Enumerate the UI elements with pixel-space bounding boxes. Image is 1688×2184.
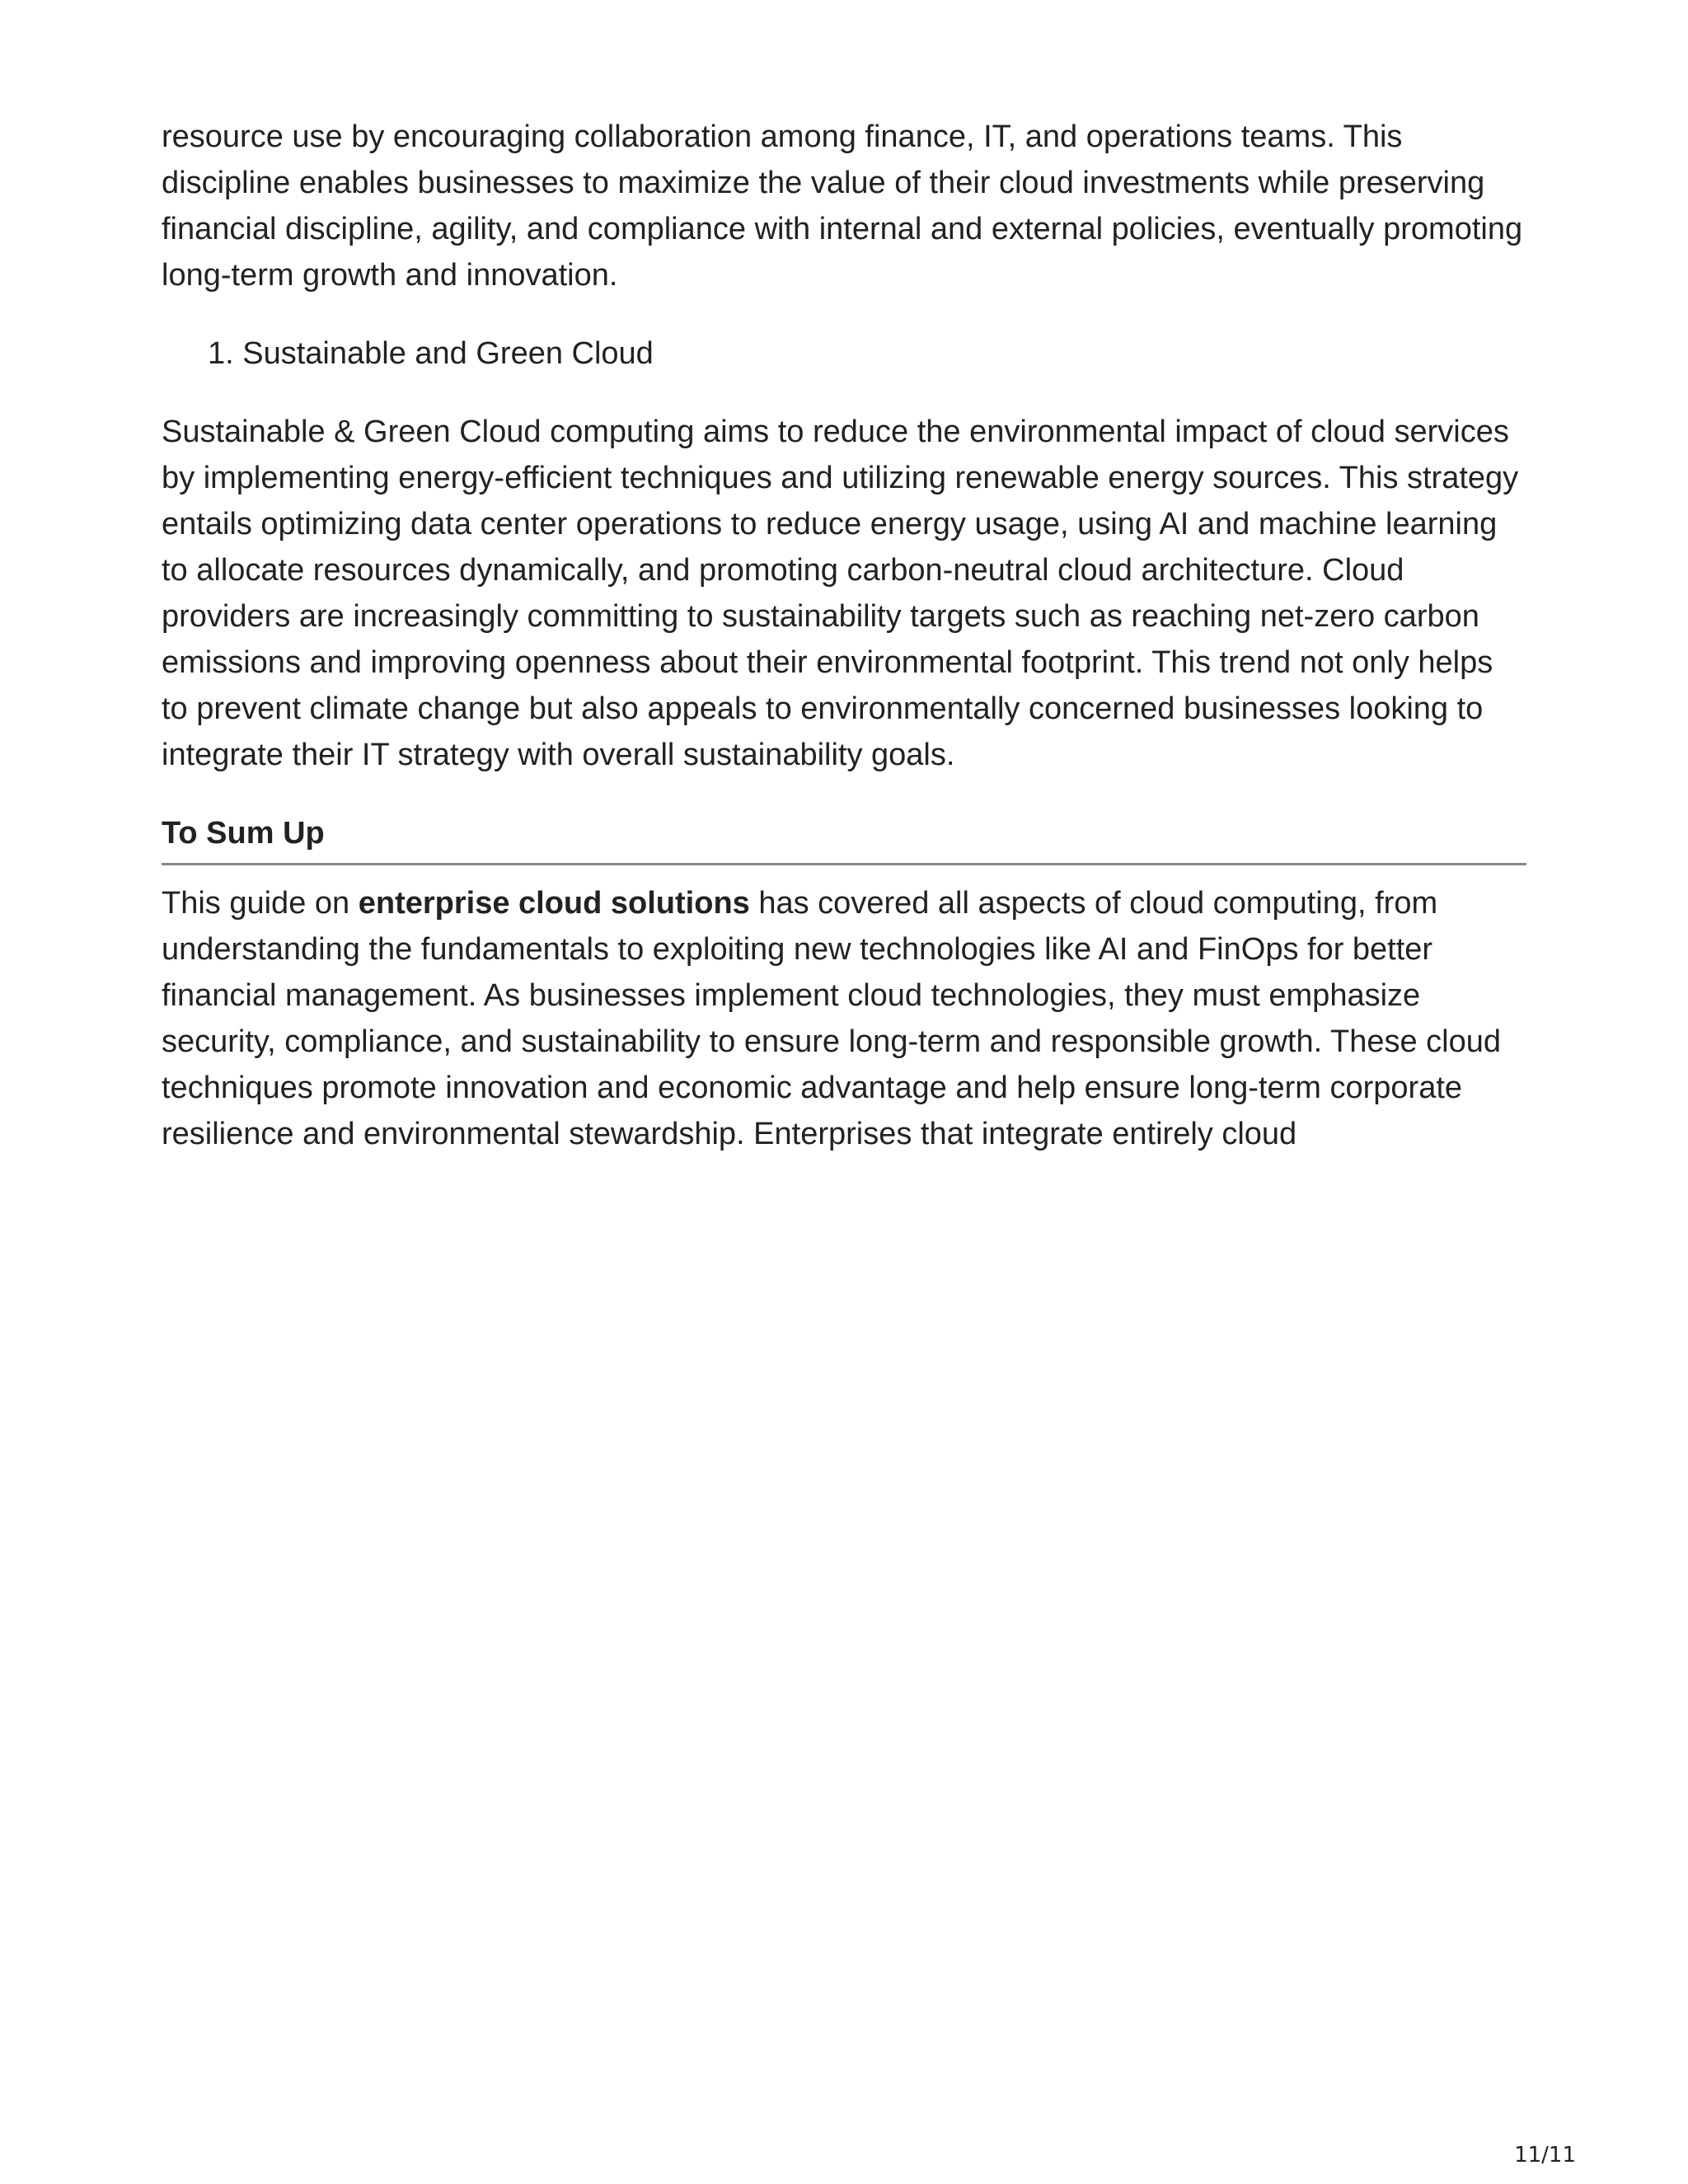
summary-lead-text: This guide on xyxy=(162,886,359,921)
summary-rest-text: has covered all aspects of cloud computing, from understanding the fundamentals to exploiting new technologies like AI and FinOps for better financial management. As businesses implement cloud technologies, they must emphasize security, compliance, and sustainability to ensure long-term and responsible growth. These cloud techniques promote innovation and economic advantage and help ensure long-term corporate resilience and environmental stewardship. Enterprises that integrate entirely cloud xyxy=(162,886,1502,1151)
numbered-list xyxy=(162,330,1526,377)
section-heading-to-sum-up: To Sum Up xyxy=(162,810,1526,865)
intro-paragraph: resource use by encouraging collaboration among finance, IT, and operations teams. This discipline enables businesses to maximize the value of their cloud investments while preserving financial discipline, agility, and compliance with internal and external policies, eventually promoting long-term growth and innovation. xyxy=(162,120,1523,293)
summary-bold-phrase: enterprise cloud solutions xyxy=(358,886,750,921)
document-body xyxy=(162,114,1526,1157)
summary-paragraph xyxy=(162,880,1526,1157)
page-number: 11/11 xyxy=(1514,2143,1576,2168)
list-item-sustainable-green-cloud: 1. Sustainable and Green Cloud xyxy=(208,336,654,371)
green-cloud-paragraph: Sustainable & Green Cloud computing aims to reduce the environmental impact of cloud services by implementing energy-efficient techniques and utilizing renewable energy sources. This strategy entails optimizing data center operations to reduce energy usage, using AI and machine learning to allocate resources dynamically, and promoting carbon-neutral cloud architecture. Cloud providers are increasingly committing to sustainability targets such as reaching net-zero carbon emissions and improving openness about their environmental footprint. This trend not only helps to prevent climate change but also appeals to environmentally concerned businesses looking to integrate their IT strategy with overall sustainability goals. xyxy=(162,415,1519,772)
